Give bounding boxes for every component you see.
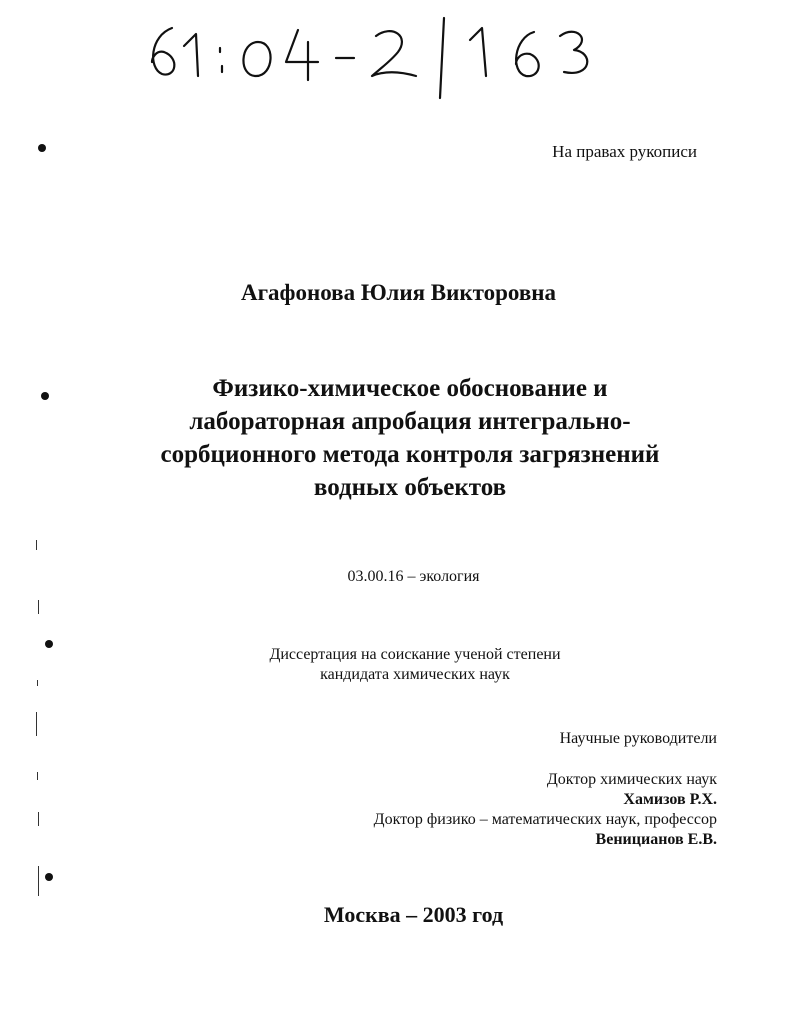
- supervisors-label: Научные руководители: [559, 730, 717, 747]
- scan-mark: [38, 866, 39, 896]
- title-line: Физико-химическое обоснование и: [212, 375, 608, 402]
- supervisors-list: [374, 770, 717, 850]
- binding-dot: [41, 392, 49, 400]
- scan-mark: [36, 540, 37, 550]
- handwritten-archive-number: [140, 6, 610, 106]
- degree-line: кандидата химических наук: [320, 666, 510, 683]
- binding-dot: [38, 144, 46, 152]
- supervisor-name: Веницианов Е.В.: [595, 831, 717, 848]
- binding-dot: [45, 640, 53, 648]
- title-line: сорбционного метода контроля загрязнений: [160, 441, 660, 468]
- scan-mark: [37, 772, 38, 780]
- manuscript-rights-note: На правах рукописи: [552, 142, 697, 161]
- author-name: Агафонова Юлия Викторовна: [241, 280, 556, 305]
- supervisor-name: Хамизов Р.Х.: [623, 791, 717, 808]
- scan-mark: [38, 600, 39, 614]
- thesis-title: [100, 372, 720, 504]
- supervisor-degree: Доктор химических наук: [546, 771, 717, 788]
- dissertation-degree: [200, 645, 630, 685]
- city-year: Москва – 2003 год: [323, 902, 504, 927]
- specialty-code: 03.00.16 – экология: [347, 568, 480, 585]
- scan-mark: [37, 680, 38, 686]
- title-line: водных объектов: [313, 474, 507, 501]
- binding-dot: [45, 873, 53, 881]
- title-line: лабораторная апробация интегрально-: [189, 408, 631, 435]
- degree-line: Диссертация на соискание ученой степени: [269, 646, 561, 663]
- scan-mark: [38, 812, 39, 826]
- scan-mark: [36, 712, 37, 736]
- supervisor-degree: Доктор физико – математических наук, профессор: [373, 811, 717, 828]
